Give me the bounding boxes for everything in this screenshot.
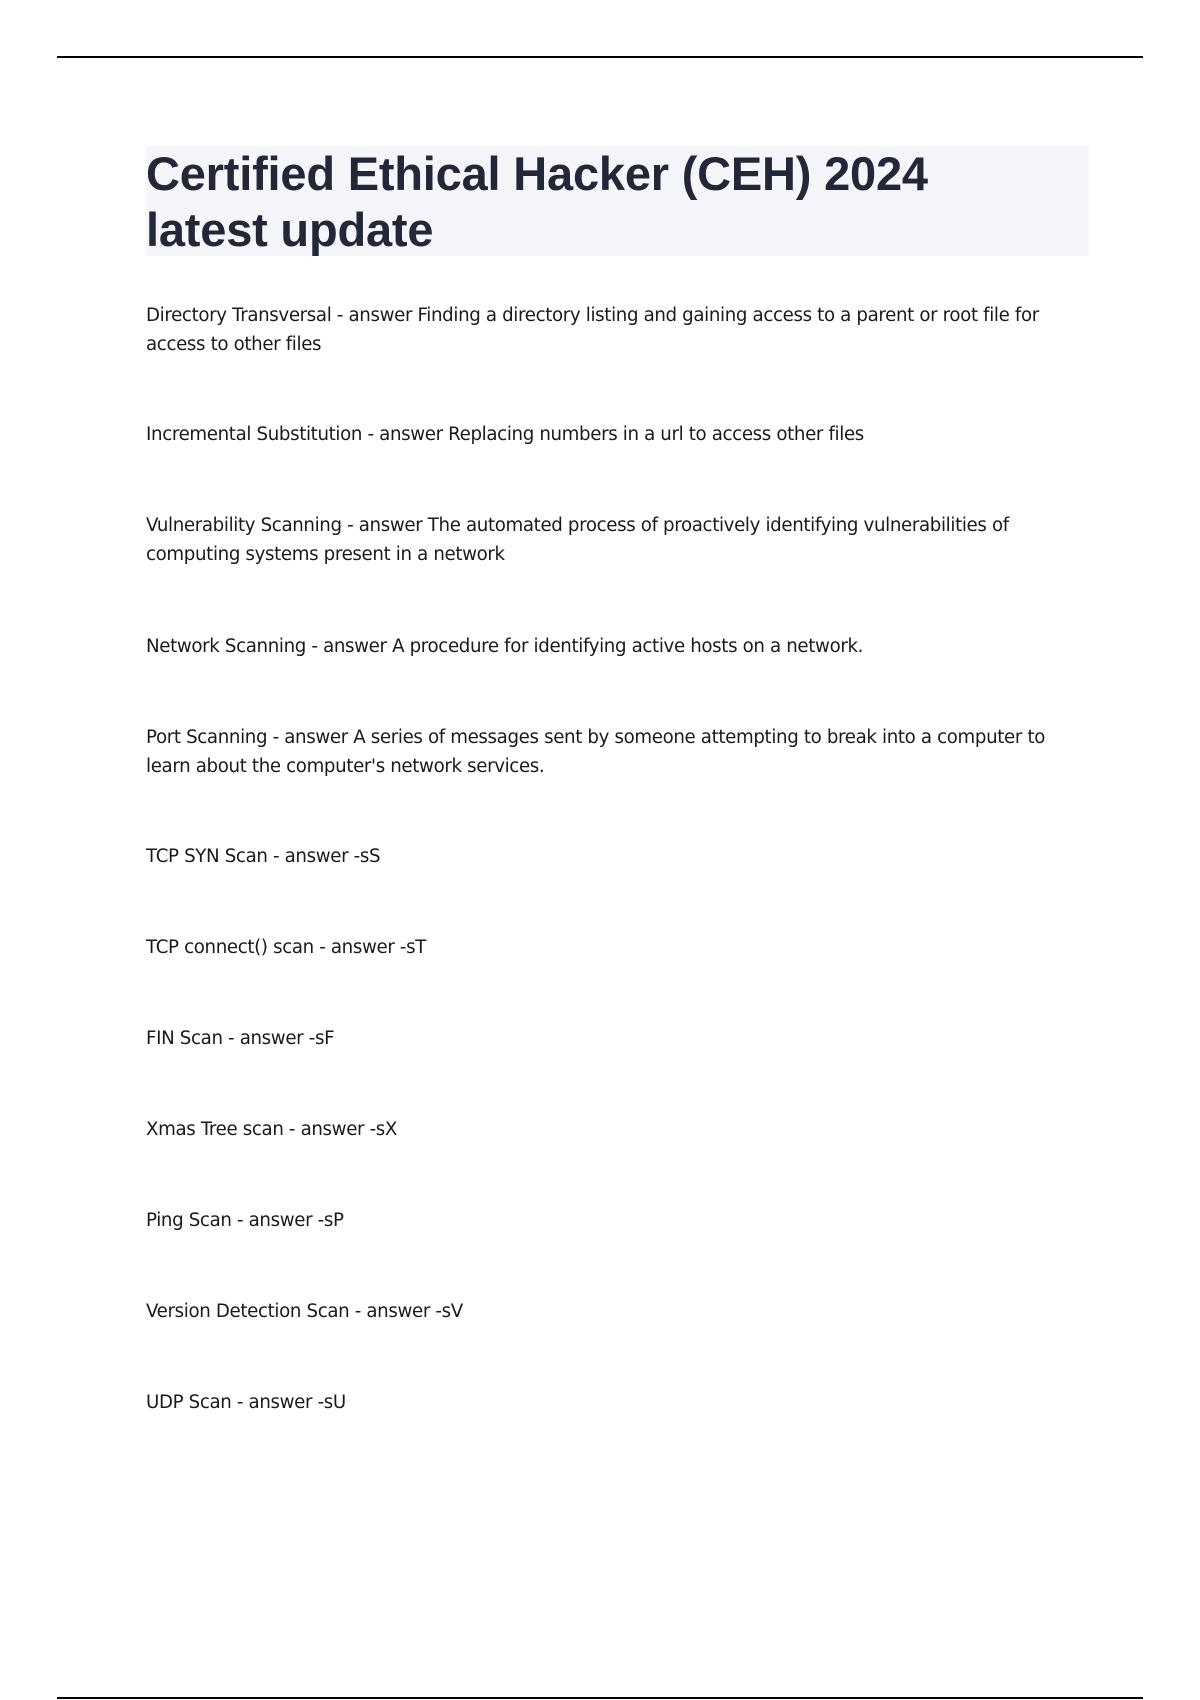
document-title-line-2: latest update xyxy=(146,203,434,256)
document-title-line-1: Certified Ethical Hacker (CEH) 2024 xyxy=(146,147,928,200)
qa-entry: Xmas Tree scan - answer -sX xyxy=(146,1119,398,1140)
qa-entry: Ping Scan - answer -sP xyxy=(146,1210,344,1231)
qa-entry: Port Scanning - answer A series of messages sent by someone attempting to break into a computer to learn about the computer's network services. xyxy=(146,727,1046,777)
qa-entry: Incremental Substitution - answer Replacing numbers in a url to access other files xyxy=(146,424,864,445)
qa-entry: Version Detection Scan - answer -sV xyxy=(146,1301,463,1322)
document-title xyxy=(146,146,1089,258)
qa-entry: FIN Scan - answer -sF xyxy=(146,1028,335,1049)
qa-entry: Directory Transversal - answer Finding a directory listing and gaining access to a parent or root file for access to other files xyxy=(146,305,1039,355)
title-block xyxy=(146,146,1089,256)
qa-entry: Network Scanning - answer A procedure for identifying active hosts on a network. xyxy=(146,636,864,657)
qa-entry: Vulnerability Scanning - answer The automated process of proactively identifying vulnerabilities of computing systems present in a network xyxy=(146,515,1009,565)
footer-rule xyxy=(57,1697,1143,1699)
qa-entry: TCP SYN Scan - answer -sS xyxy=(146,846,381,867)
qa-entry: UDP Scan - answer -sU xyxy=(146,1392,346,1413)
qa-entry: TCP connect() scan - answer -sT xyxy=(146,937,427,958)
header-rule xyxy=(57,56,1143,58)
